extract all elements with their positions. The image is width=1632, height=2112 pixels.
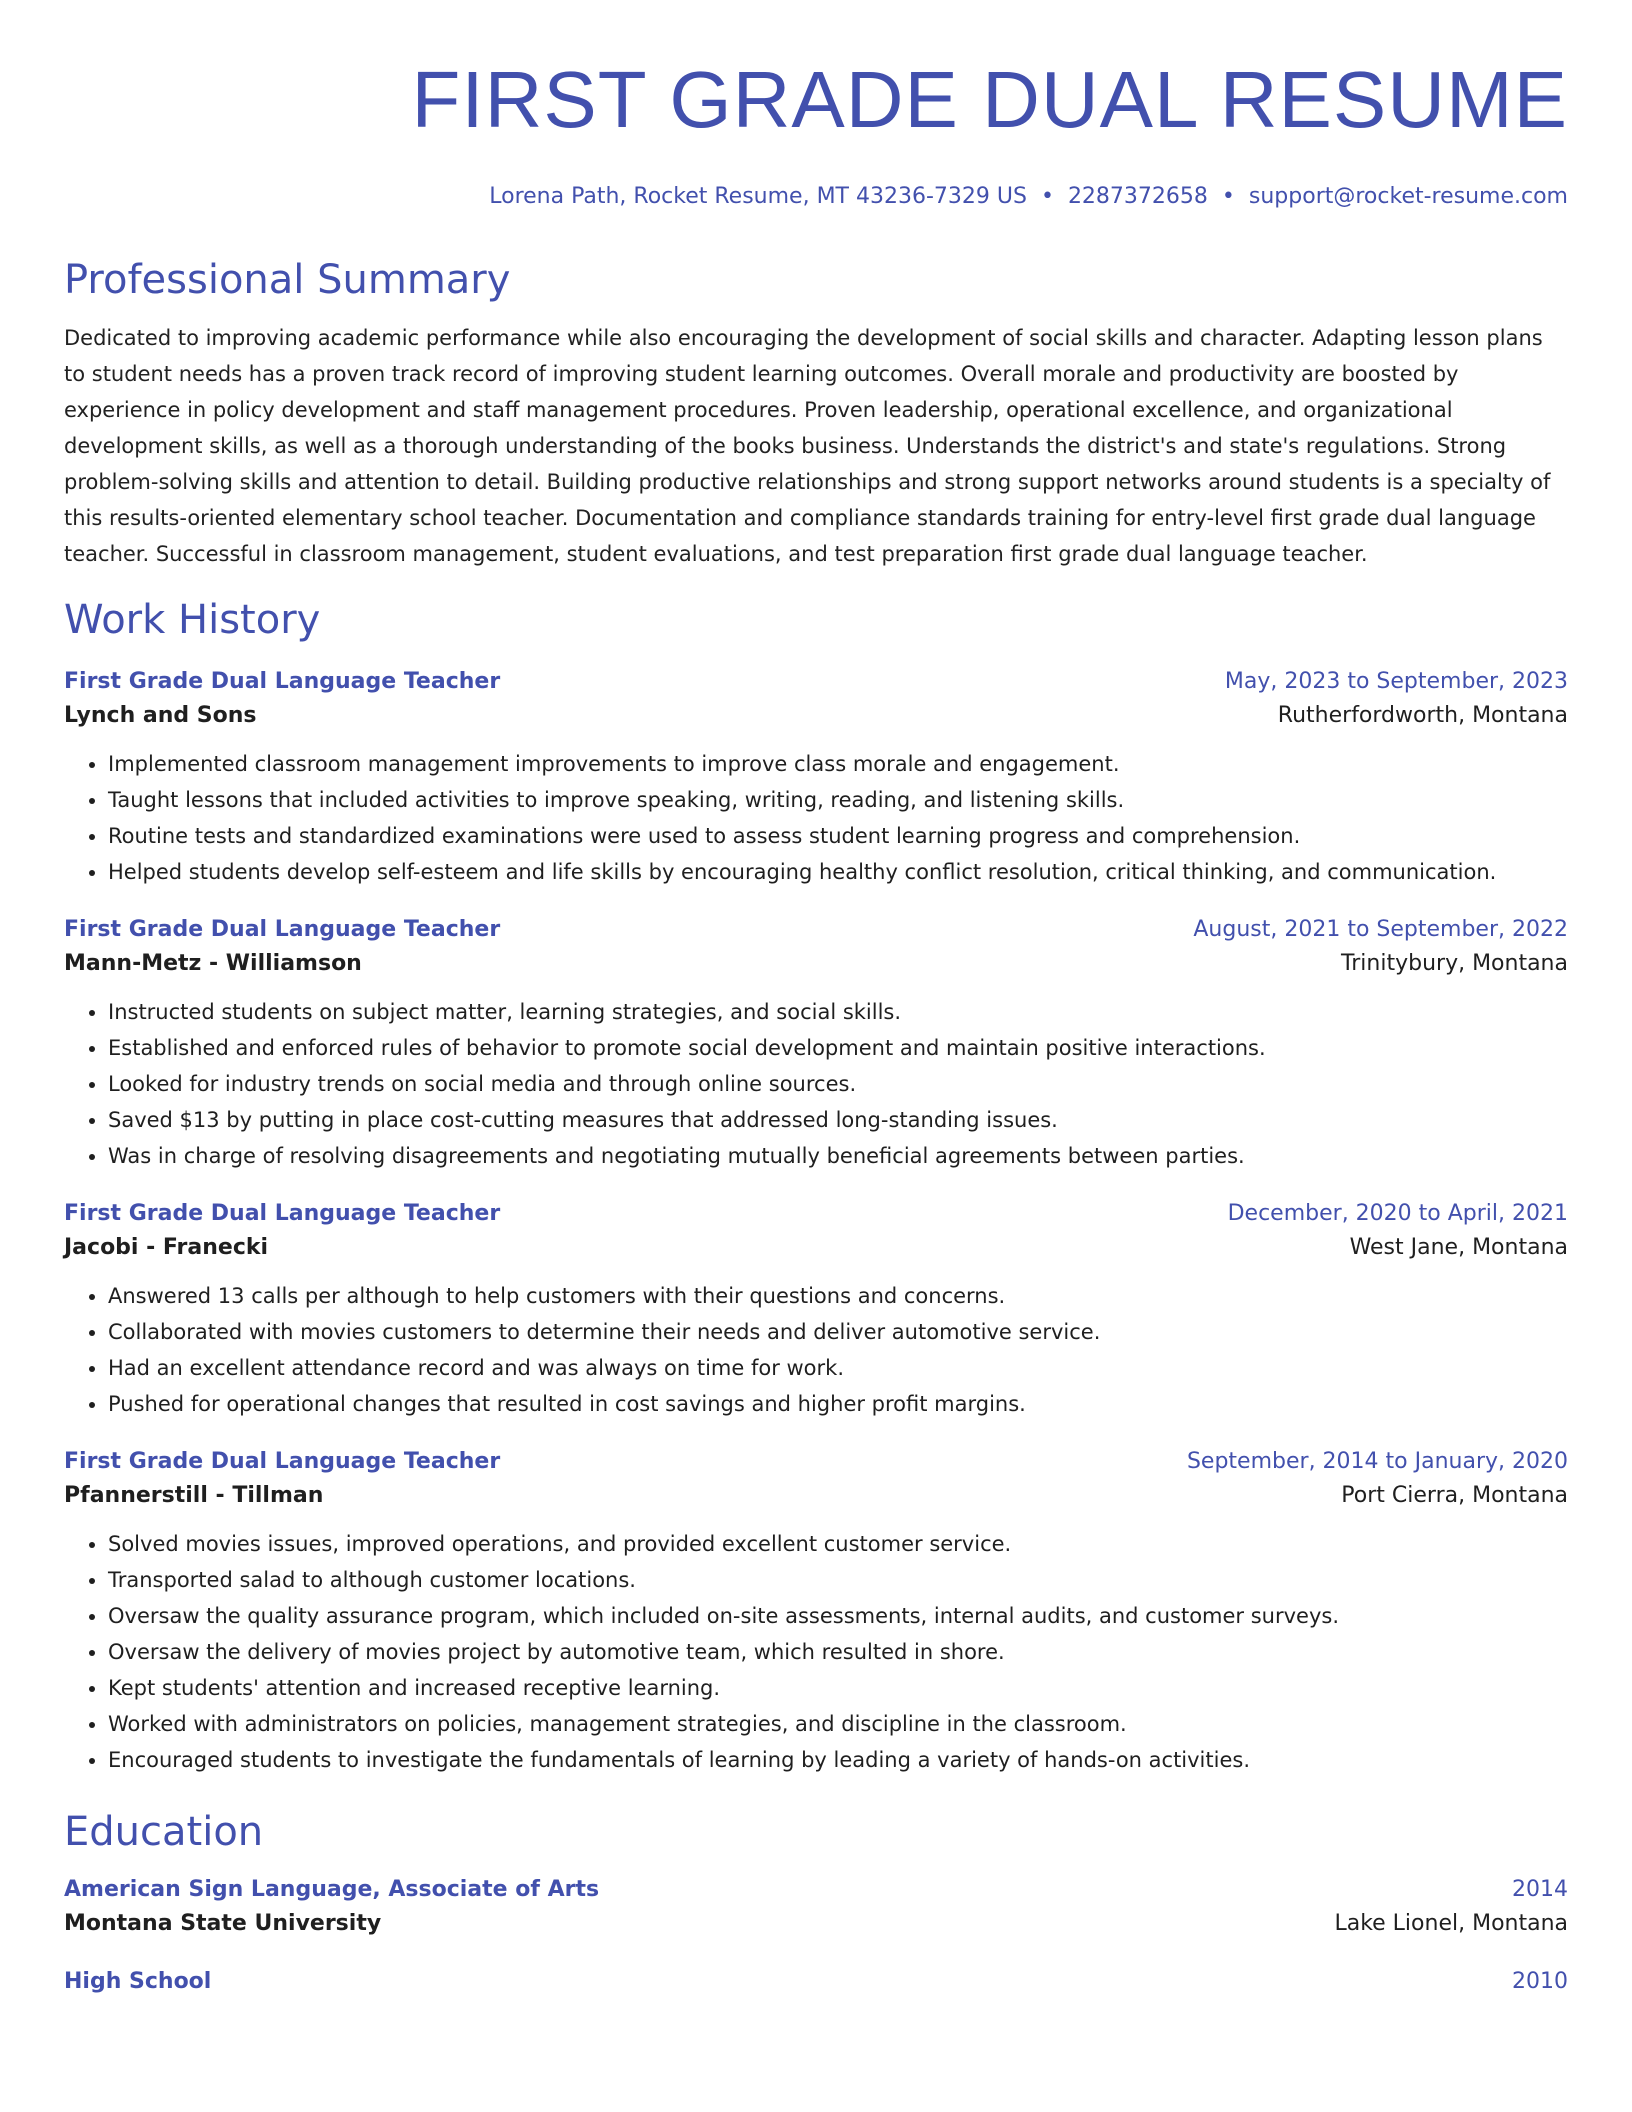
education-header-row <box>64 1966 1568 1998</box>
job-bullet: • Answered 13 calls per although to help customers with their questions and concerns. <box>108 1278 1568 1314</box>
job-company-row <box>64 946 1568 982</box>
job-bullet: • Was in charge of resolving disagreements and negotiating mutually beneficial agreements between parties. <box>108 1138 1568 1174</box>
job-dates: August, 2021 to September, 2022 <box>1193 917 1568 942</box>
job-company-row <box>64 698 1568 734</box>
job-title: First Grade Dual Language Teacher <box>64 669 501 694</box>
contact-separator: • <box>1221 184 1235 209</box>
job-header-row <box>64 1446 1568 1478</box>
job-title: First Grade Dual Language Teacher <box>64 1449 501 1474</box>
job-bullet: • Transported salad to although customer locations. <box>108 1562 1568 1598</box>
job-location: West Jane, Montana <box>1349 1235 1568 1260</box>
job-location: Port Cierra, Montana <box>1341 1483 1568 1508</box>
contact-address: Lorena Path, Rocket Resume, MT 43236-7329 US <box>489 184 1027 209</box>
job-header-row <box>64 914 1568 946</box>
job-bullet: • Collaborated with movies customers to determine their needs and deliver automotive service. <box>108 1314 1568 1350</box>
job-bullet: • Instructed students on subject matter, learning strategies, and social skills. <box>108 994 1568 1030</box>
job-company-row <box>64 1230 1568 1266</box>
resume-header <box>64 0 1568 212</box>
education-school-row <box>64 1906 1568 1942</box>
job-bullet: • Oversaw the delivery of movies project by automotive team, which resulted in shore. <box>108 1634 1568 1670</box>
job-dates: December, 2020 to April, 2021 <box>1227 1201 1568 1226</box>
job-bullets <box>64 746 1568 890</box>
summary-text: Dedicated to improving academic performance while also encouraging the development of social skills and character. Adapting lesson plans to student needs has a proven track record of improving student learning outcomes. Overall morale and productivity are boosted by experience in policy development and staff management procedures. Proven leadership, operational excellence, and organizational development skills, as well as a thorough understanding of the books business. Understands the district's and state's regulations. Strong problem-solving skills and attention to detail. Building productive relationships and strong support networks around students is a specialty of this results-oriented elementary school teacher. Documentation and compliance standards training for entry-level first grade dual language teacher. Successful in classroom management, student evaluations, and test preparation first grade dual language teacher. <box>64 326 1551 566</box>
resume-title: FIRST GRADE DUAL RESUME <box>411 55 1568 144</box>
job-company: Jacobi - Franecki <box>64 1235 269 1260</box>
education-degree: High School <box>64 1969 212 1994</box>
education-degree: American Sign Language, Associate of Arts <box>64 1877 600 1902</box>
job-bullet: • Taught lessons that included activities to improve speaking, writing, reading, and listening skills. <box>108 782 1568 818</box>
job-header-row <box>64 1198 1568 1230</box>
section-title-work-history: Work History <box>64 597 321 643</box>
education-header-row <box>64 1874 1568 1906</box>
job-bullet: • Solved movies issues, improved operations, and provided excellent customer service. <box>108 1526 1568 1562</box>
job-dates: May, 2023 to September, 2023 <box>1224 669 1568 694</box>
job-bullets <box>64 1278 1568 1422</box>
contact-email: support@rocket-resume.com <box>1248 184 1568 209</box>
job-bullet: • Encouraged students to investigate the fundamentals of learning by leading a variety of hands-on activities. <box>108 1742 1568 1778</box>
job-company: Mann-Metz - Williamson <box>64 951 362 976</box>
section-title-summary: Professional Summary <box>64 257 511 303</box>
job-bullet: • Had an excellent attendance record and was always on time for work. <box>108 1350 1568 1386</box>
job-company: Pfannerstill - Tillman <box>64 1483 324 1508</box>
contact-separator: • <box>1040 184 1054 209</box>
job-bullets <box>64 994 1568 1174</box>
contact-phone: 2287372658 <box>1067 184 1208 209</box>
job-entry <box>64 1198 1568 1422</box>
education-list <box>64 1874 1568 1998</box>
job-title: First Grade Dual Language Teacher <box>64 917 501 942</box>
job-bullet: • Helped students develop self-esteem and life skills by encouraging healthy conflict resolution, critical thinking, and communication. <box>108 854 1568 890</box>
job-bullet: • Routine tests and standardized examinations were used to assess student learning progress and comprehension. <box>108 818 1568 854</box>
job-bullet: • Established and enforced rules of behavior to promote social development and maintain positive interactions. <box>108 1030 1568 1066</box>
job-bullet: • Looked for industry trends on social media and through online sources. <box>108 1066 1568 1102</box>
job-location: Trinitybury, Montana <box>1341 951 1568 976</box>
job-company-row <box>64 1478 1568 1514</box>
job-bullet: • Saved $13 by putting in place cost-cutting measures that addressed long-standing issues. <box>108 1102 1568 1138</box>
education-school: Montana State University <box>64 1911 382 1936</box>
job-bullet: • Pushed for operational changes that resulted in cost savings and higher profit margins. <box>108 1386 1568 1422</box>
job-dates: September, 2014 to January, 2020 <box>1186 1449 1568 1474</box>
work-history-list <box>64 666 1568 1778</box>
job-entry <box>64 914 1568 1174</box>
job-bullet: • Implemented classroom management improvements to improve class morale and engagement. <box>108 746 1568 782</box>
job-entry <box>64 1446 1568 1778</box>
job-bullet: • Oversaw the quality assurance program, which included on-site assessments, internal audits, and customer surveys. <box>108 1598 1568 1634</box>
job-entry <box>64 666 1568 890</box>
job-company: Lynch and Sons <box>64 703 257 728</box>
job-title: First Grade Dual Language Teacher <box>64 1201 501 1226</box>
education-year: 2014 <box>1512 1877 1568 1902</box>
job-bullets <box>64 1526 1568 1778</box>
education-location: Lake Lionel, Montana <box>1334 1911 1568 1936</box>
section-title-education: Education <box>64 1809 264 1855</box>
education-year: 2010 <box>1512 1969 1568 1994</box>
education-entry <box>64 1966 1568 1998</box>
job-bullet: • Worked with administrators on policies, management strategies, and discipline in the classroom. <box>108 1706 1568 1742</box>
job-bullet: • Kept students' attention and increased receptive learning. <box>108 1670 1568 1706</box>
job-header-row <box>64 666 1568 698</box>
contact-line <box>64 182 1568 212</box>
education-entry <box>64 1874 1568 1942</box>
job-location: Rutherfordworth, Montana <box>1277 703 1568 728</box>
